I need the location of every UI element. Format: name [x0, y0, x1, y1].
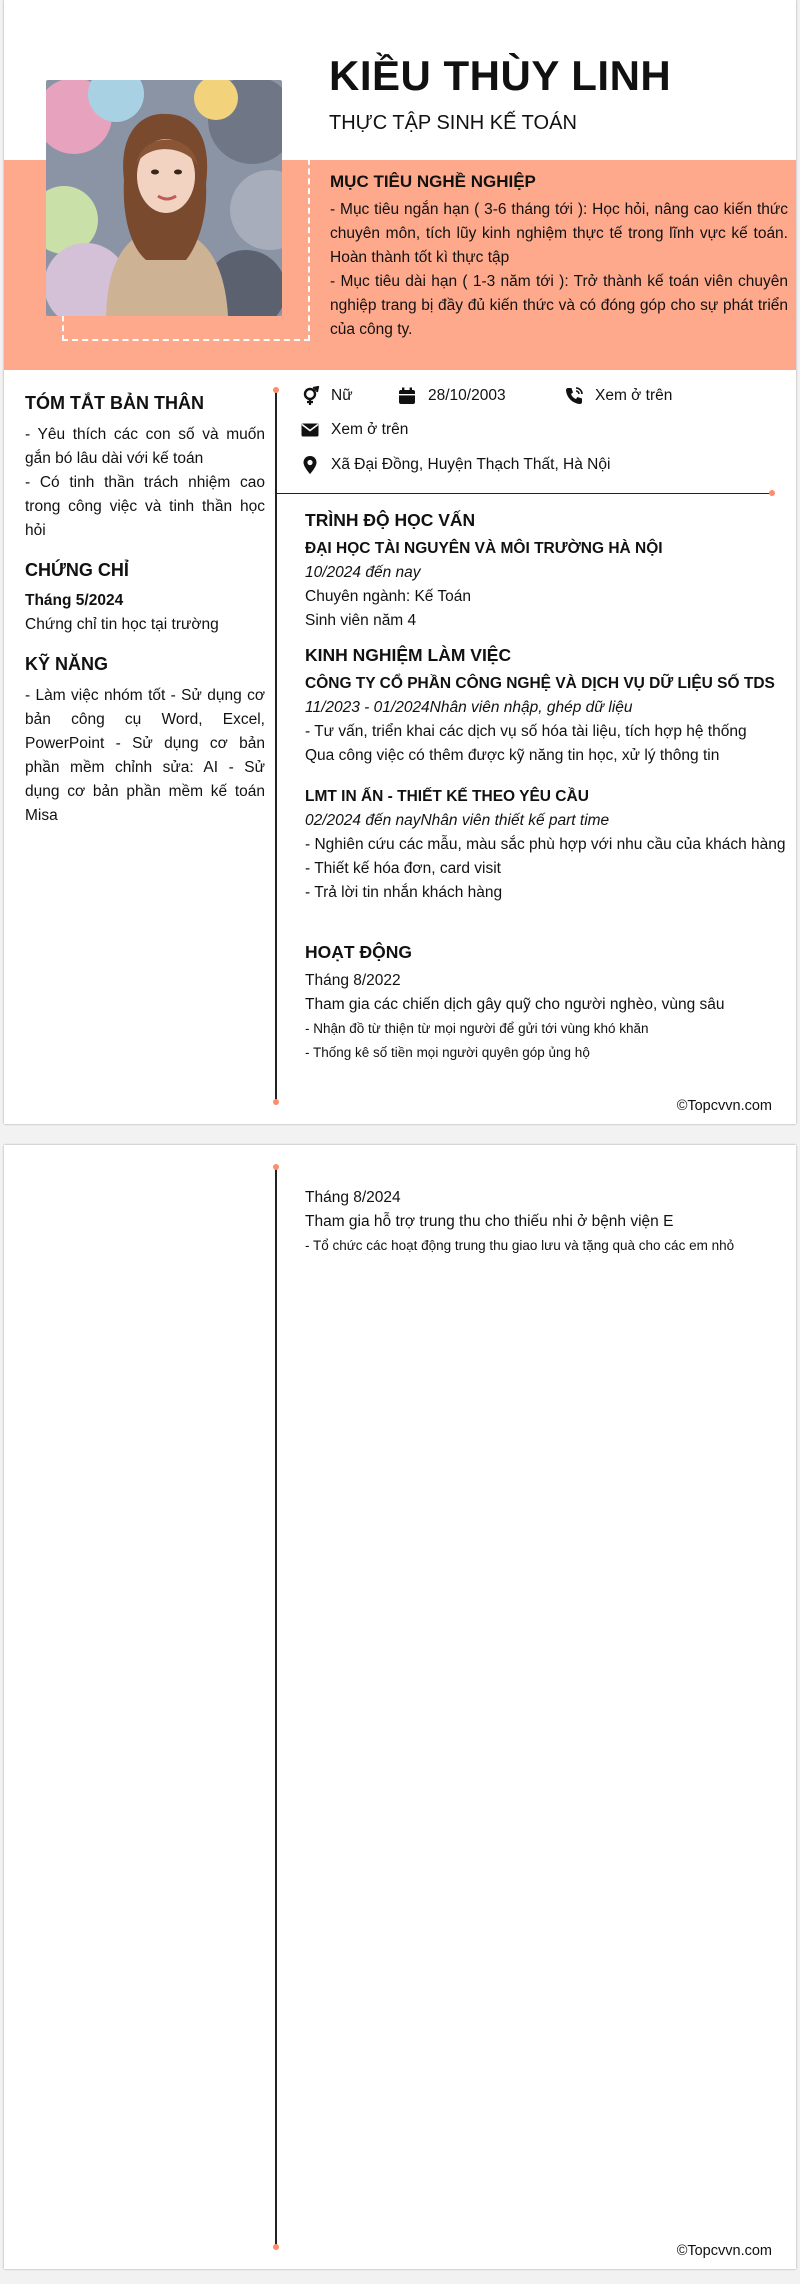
summary-heading: TÓM TẮT BẢN THÂN [25, 393, 204, 413]
certificates-heading: CHỨNG CHỈ [25, 560, 129, 580]
activity-title: Tham gia hỗ trợ trung thu cho thiếu nhi ở bệnh viện E [305, 1213, 674, 1230]
candidate-name: KIỀU THÙY LINH [329, 52, 672, 99]
job-description: - Trả lời tin nhắn khách hàng [305, 884, 503, 901]
footer-watermark: ©Topcvvn.com [676, 1098, 772, 1114]
skills-section [25, 654, 265, 828]
experience-section [305, 645, 789, 905]
skills-text: - Làm việc nhóm tốt - Sử dụng cơ bản công cụ Word, Excel, PowerPoint - Sử dụng cơ bản phần mềm chỉnh sửa: AI - Sử dụng cơ bản phần mềm kế toán Misa [25, 687, 265, 824]
job-period: 02/2024 đến nayNhân viên thiết kế part time [305, 812, 610, 829]
gender-icon [300, 386, 320, 406]
footer-watermark: ©Topcvvn.com [676, 2243, 772, 2259]
cv-page-2 [4, 1145, 796, 2269]
certificate-name: Chứng chỉ tin học tại trường [25, 616, 219, 633]
job-company: CÔNG TY CỔ PHẦN CÔNG NGHỆ VÀ DỊCH VỤ DỮ LIỆU SỐ TDS [305, 675, 775, 692]
certificate-date: Tháng 5/2024 [25, 592, 124, 609]
job-description: - Tư vấn, triển khai các dịch vụ số hóa tài liệu, tích hợp hệ thống [305, 723, 747, 740]
timeline-dot-bottom [273, 1099, 279, 1105]
gender-row [300, 386, 353, 406]
divider-dot [769, 490, 775, 496]
objective-long-term: - Mục tiêu dài hạn ( 1-3 năm tới ): Trở thành kế toán viên chuyên nghiệp trang bị đầy đủ kiến thức và có đóng góp cho sự phát triển của công ty. [330, 273, 788, 338]
certificates-section [25, 560, 265, 637]
education-major: Chuyên ngành: Kế Toán [305, 588, 472, 605]
phone-icon [564, 386, 584, 406]
location-pin-icon [300, 455, 320, 475]
timeline-dot-top [273, 1164, 279, 1170]
avatar [46, 80, 282, 316]
objective-short-term: - Mục tiêu ngắn hạn ( 3-6 tháng tới ): Học hỏi, nâng cao kiến thức chuyên môn, tích lũy kinh nghiệm thực tế trong lĩnh vực kế toán. Hoàn thành tốt kì thực tập [330, 201, 788, 266]
job-description: - Thiết kế hóa đơn, card visit [305, 860, 501, 877]
job-description: Qua công việc có thêm được kỹ năng tin học, xử lý thông tin [305, 747, 720, 764]
email-row[interactable] [300, 420, 408, 440]
activity-detail: - Nhận đồ từ thiện từ mọi người để gửi tới vùng khó khăn [305, 1021, 649, 1036]
timeline-dot-top [273, 387, 279, 393]
address-row [300, 455, 610, 475]
calendar-icon [397, 386, 417, 406]
address-value: Xã Đại Đồng, Huyện Thạch Thất, Hà Nội [331, 456, 611, 473]
summary-line-1: - Yêu thích các con số và muốn gắn bó lâu dài với kế toán [25, 426, 265, 467]
activity-detail: - Thống kê số tiền mọi người quyên góp ủng hộ [305, 1045, 590, 1060]
timeline-line [275, 1167, 277, 2247]
experience-item [305, 785, 789, 905]
objective-heading: MỤC TIÊU NGHỀ NGHIỆP [330, 172, 536, 191]
activity-detail: - Tổ chức các hoạt động trung thu giao lưu và tặng quà cho các em nhỏ [305, 1238, 735, 1253]
skills-heading: KỸ NĂNG [25, 654, 109, 674]
job-company: LMT IN ẤN - THIẾT KẾ THEO YÊU CẦU [305, 788, 589, 805]
phone-row[interactable] [564, 386, 672, 406]
dob-row [397, 386, 506, 406]
timeline-dot-bottom [273, 2244, 279, 2250]
activities-heading: HOẠT ĐỘNG [305, 942, 412, 962]
job-title: THỰC TẬP SINH KẾ TOÁN [329, 112, 577, 134]
education-section [305, 510, 789, 633]
education-period: 10/2024 đến nay [305, 564, 421, 581]
education-heading: TRÌNH ĐỘ HỌC VẤN [305, 510, 476, 530]
experience-heading: KINH NGHIỆM LÀM VIỆC [305, 645, 512, 665]
experience-item [305, 672, 789, 768]
career-objective-section [330, 172, 788, 342]
email-icon [300, 420, 320, 440]
email-value: Xem ở trên [331, 421, 409, 438]
cv-page-1 [4, 0, 796, 1124]
activity-date: Tháng 8/2022 [305, 972, 401, 989]
timeline-line [275, 390, 277, 1102]
gender-value: Nữ [331, 387, 353, 404]
contact-divider [276, 493, 774, 494]
phone-value: Xem ở trên [595, 387, 673, 404]
job-description: - Nghiên cứu các mẫu, màu sắc phù hợp với nhu cầu của khách hàng [305, 836, 786, 853]
activity-date: Tháng 8/2024 [305, 1189, 401, 1206]
education-school: ĐẠI HỌC TÀI NGUYÊN VÀ MÔI TRƯỜNG HÀ NỘI [305, 540, 663, 557]
dob-value: 28/10/2003 [428, 387, 506, 404]
activity-title: Tham gia các chiến dịch gây quỹ cho người nghèo, vùng sâu [305, 996, 725, 1013]
job-period: 11/2023 - 01/2024Nhân viên nhập, ghép dữ liệu [305, 699, 633, 716]
summary-line-2: - Có tinh thần trách nhiệm cao trong công việc và tinh thần học hỏi [25, 474, 265, 539]
activity-item [305, 1186, 789, 1258]
education-year: Sinh viên năm 4 [305, 612, 417, 629]
summary-section [25, 393, 265, 543]
activities-section [305, 942, 789, 1065]
